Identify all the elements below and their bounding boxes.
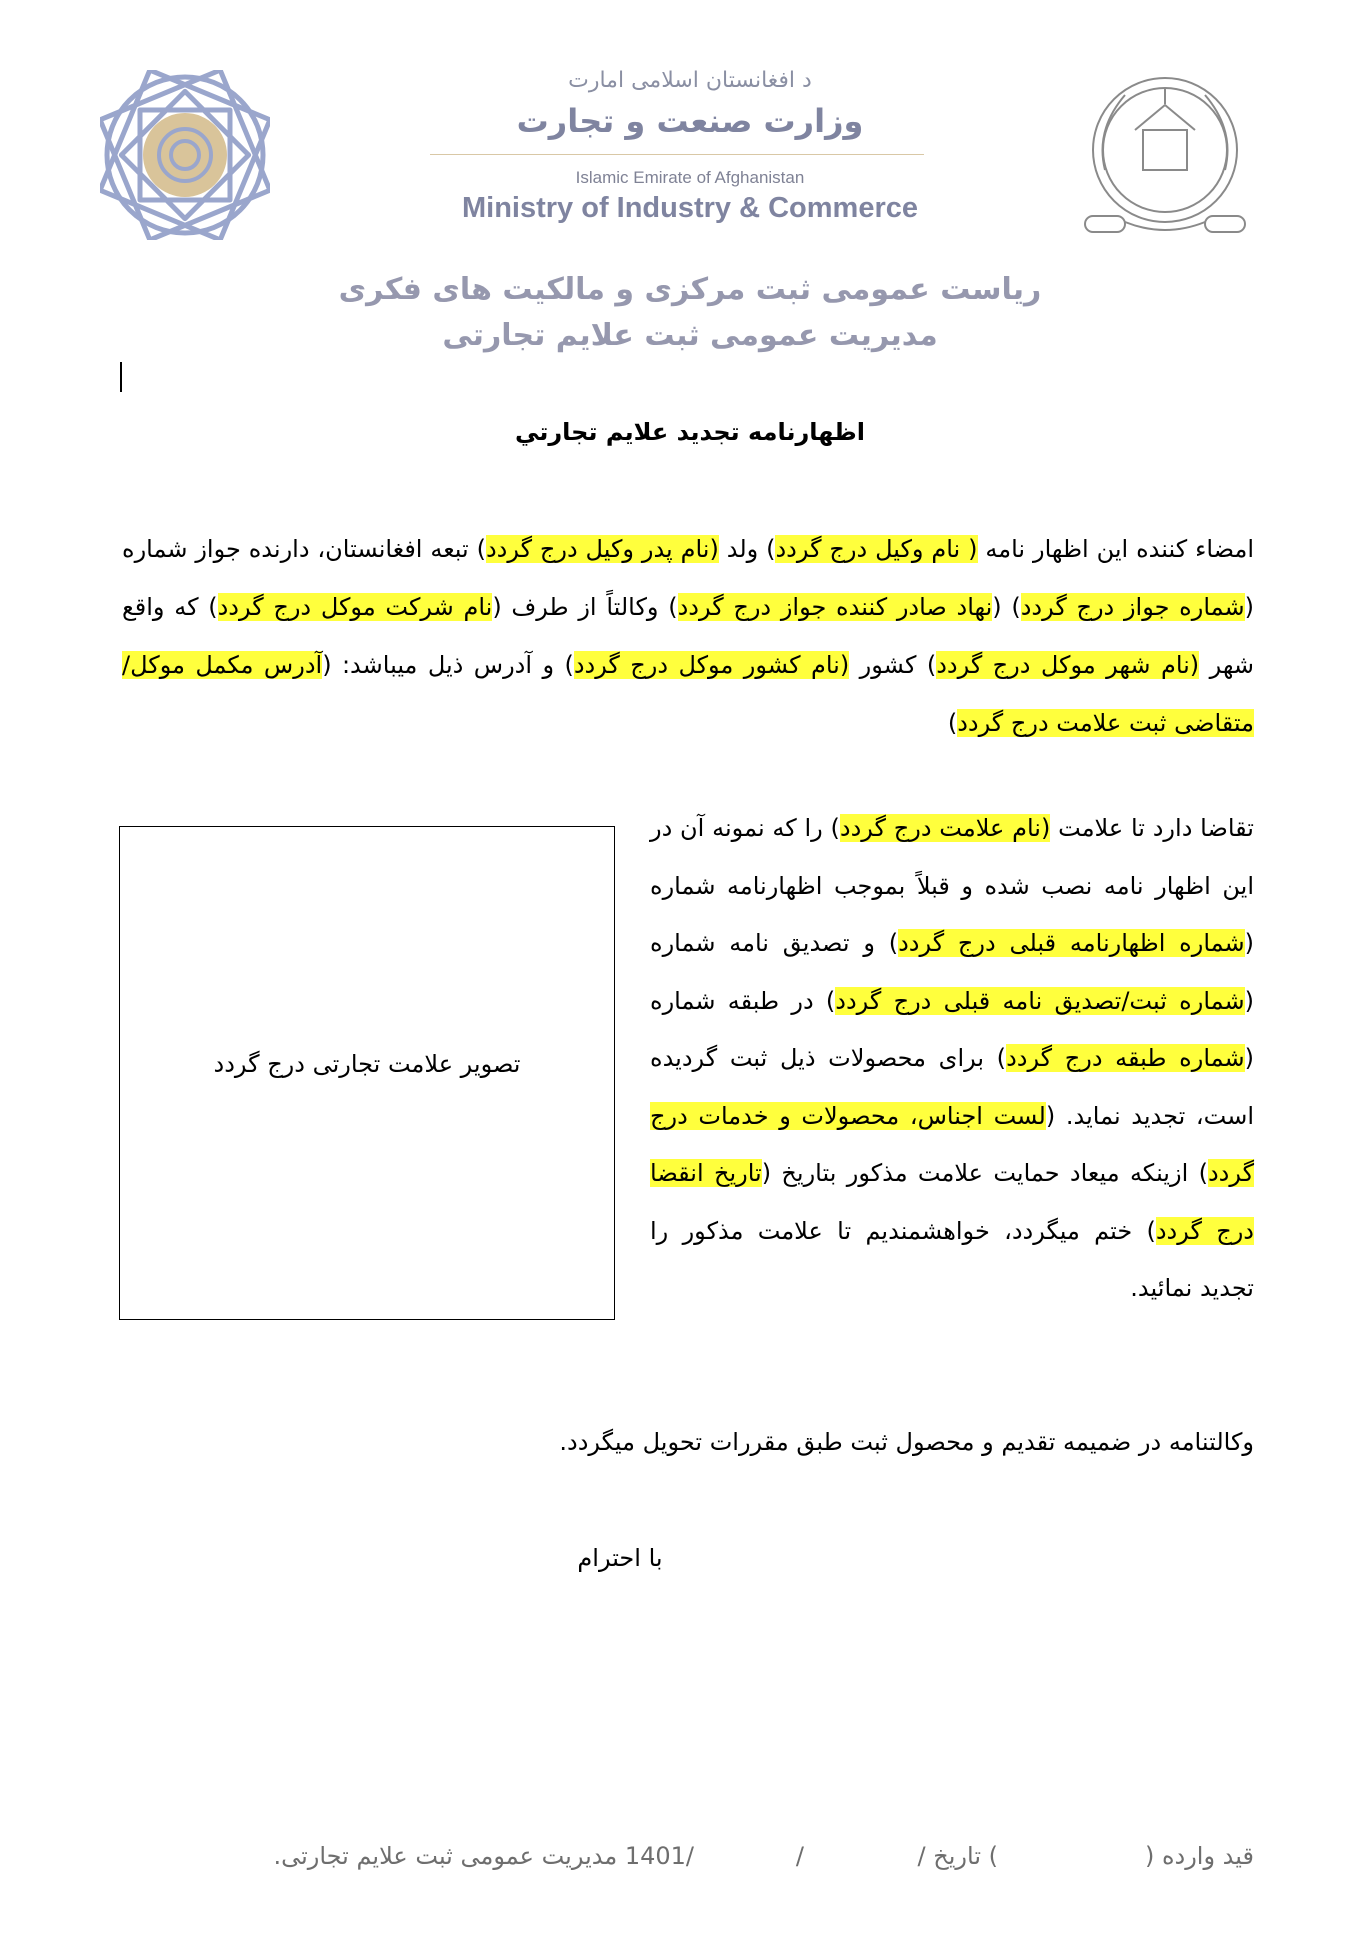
- fill-in-field[interactable]: آدرس مکمل موکل/متقاضی ثبت علامت درج گردد: [122, 651, 1254, 737]
- header-en-small: Islamic Emirate of Afghanistan: [575, 168, 805, 187]
- paragraph-text: تقاضا دارد تا علامت: [1050, 814, 1254, 842]
- trademark-image-label: تصویر علامت تجارتی درج گردد: [213, 1050, 521, 1078]
- footer-year-office: /1401 مدیریت عمومی ثبت علایم تجارتی.: [273, 1842, 694, 1870]
- subheader-line-1: ریاست عمومی ثبت مرکزی و مالکیت های فکری: [338, 272, 1042, 307]
- paragraph-text: ) وکالتاً از طرف (: [492, 593, 678, 621]
- footer-date-label: ) تاریخ /: [917, 1842, 998, 1870]
- text-cursor: [120, 362, 122, 392]
- paragraph-text: ) تبعه افغانستان، دارنده جواز شماره (: [122, 535, 1255, 621]
- fill-in-field[interactable]: تاریخ انقضا درج گردد: [650, 1159, 1254, 1245]
- attachment-paragraph: وکالتنامه در ضمیمه تقدیم و محصول ثبت طبق مقررات تحویل میگردد.: [559, 1428, 1254, 1456]
- closing-salutation: با احترام: [577, 1544, 663, 1572]
- renewal-request-paragraph[interactable]: [650, 800, 1254, 1318]
- paragraph-text: ) و تصدیق نامه شماره (: [650, 929, 1254, 1015]
- fill-in-field[interactable]: (نام شهر موکل درج گردد: [936, 651, 1200, 679]
- subheader-line-2: مدیریت عمومی ثبت علایم تجارتی: [442, 318, 938, 353]
- fill-in-field[interactable]: (نام علامت درج گردد: [839, 814, 1051, 842]
- paragraph-text: ) کشور: [849, 651, 937, 679]
- fill-in-field[interactable]: شماره طبقه درج گردد: [1006, 1044, 1245, 1072]
- paragraph-text: ) (: [992, 593, 1021, 621]
- applicant-paragraph[interactable]: [122, 520, 1254, 752]
- footer-slash: /: [795, 1842, 804, 1870]
- paragraph-text: ) ختم میگردد، خواهشمندیم تا علامت مذکور را تجدید نمائید.: [650, 1216, 1254, 1302]
- paragraph-text: ) در طبقه شماره (: [650, 986, 1255, 1072]
- footer-entry-label: قید وارده (: [1144, 1842, 1254, 1870]
- document-title: اظهارنامه تجدید علایم تجارتي: [515, 418, 865, 446]
- paragraph-text: ) که واقع شهر: [122, 593, 1255, 679]
- paragraph-text: ): [947, 709, 958, 737]
- fill-in-field[interactable]: شماره ثبت/تصدیق نامه قبلی درج گردد: [835, 986, 1245, 1015]
- paragraph-text: ) ولد: [718, 535, 776, 563]
- ministry-star-logo: [100, 70, 270, 240]
- fill-in-field[interactable]: ( نام وکیل درج گردد: [775, 535, 978, 563]
- paragraph-text: ) را که نمونه آن در این اظهار نامه نصب شده و قبلاً بموجب اظهارنامه شماره (: [650, 814, 1254, 957]
- fill-in-field[interactable]: لست اجناس، محصولات و خدمات درج گردد: [650, 1101, 1254, 1187]
- paragraph-text: ) برای محصولات ذیل ثبت گردیده است، تجدید نماید. (: [650, 1044, 1254, 1130]
- header-divider: [430, 154, 924, 155]
- emirate-emblem: [1075, 70, 1255, 240]
- fill-in-field[interactable]: نهاد صادر کننده جواز درج گردد: [677, 593, 993, 621]
- registration-footer: [150, 1842, 1254, 1882]
- fill-in-field[interactable]: (نام کشور موکل درج گردد: [573, 651, 850, 679]
- fill-in-field[interactable]: (نام پدر وکیل درج گردد: [485, 535, 719, 563]
- paragraph-text: ) و آدرس ذیل میباشد: (: [322, 651, 574, 679]
- header-fa-small: د افغانستان اسلامی امارت: [568, 68, 812, 93]
- paragraph-text: ) ازینکه میعاد حمایت علامت مذکور بتاریخ (: [761, 1159, 1208, 1187]
- header-fa-big: وزارت صنعت و تجارت: [516, 102, 864, 140]
- fill-in-field[interactable]: نام شرکت موکل درج گردد: [217, 593, 493, 621]
- header-en-big: Ministry of Industry & Commerce: [461, 192, 919, 224]
- fill-in-field[interactable]: شماره جواز درج گردد: [1020, 593, 1245, 621]
- paragraph-text: امضاء کننده این اظهار نامه: [977, 535, 1255, 563]
- fill-in-field[interactable]: شماره اظهارنامه قبلی درج گردد: [898, 929, 1245, 957]
